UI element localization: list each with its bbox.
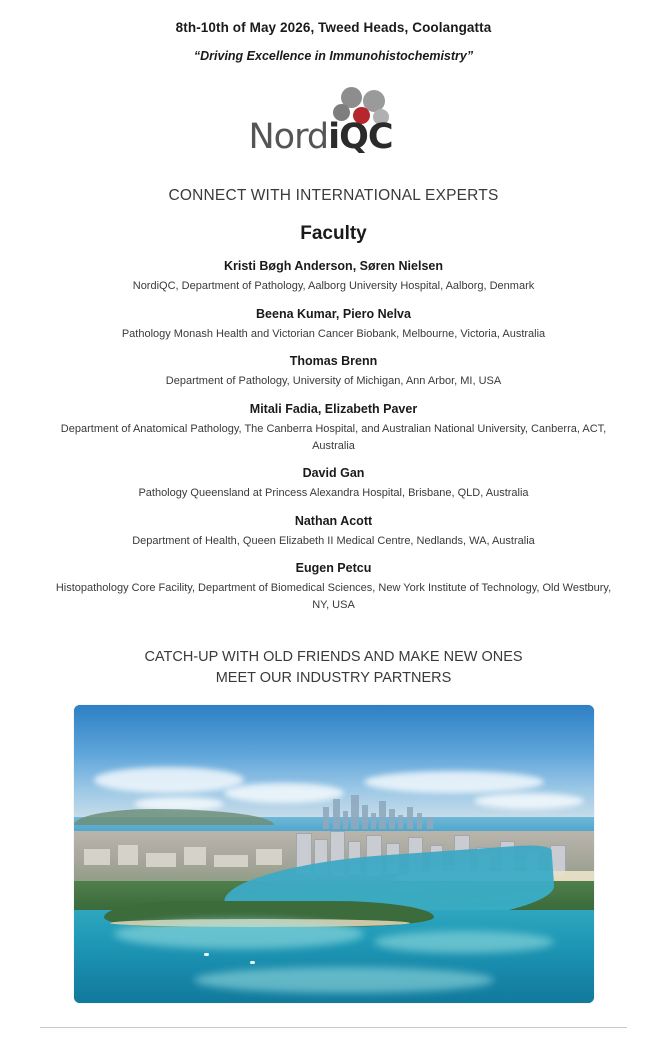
faculty-entry <box>40 352 627 390</box>
faculty-names: Nathan Acott <box>294 513 373 528</box>
faculty-affiliation: Department of Health, Queen Elizabeth II Medical Centre, Nedlands, WA, Australia <box>132 534 535 547</box>
faculty-list <box>40 257 627 613</box>
photo-tower <box>417 813 422 829</box>
photo-boat <box>204 953 209 956</box>
faculty-entry <box>40 464 627 502</box>
event-date-location: 8th-10th of May 2026, Tweed Heads, Coolangatta <box>175 20 492 35</box>
photo-boat <box>250 961 255 964</box>
photo-tower <box>343 811 348 829</box>
faculty-affiliation: Pathology Monash Health and Victorian Cancer Biobank, Melbourne, Victoria, Australia <box>121 327 546 340</box>
photo-skyline <box>319 793 449 829</box>
faculty-affiliation: Pathology Queensland at Princess Alexandra Hospital, Brisbane, QLD, Australia <box>138 487 529 500</box>
faculty-affiliation: Department of Pathology, University of Michigan, Ann Arbor, MI, USA <box>165 375 502 388</box>
faculty-entry <box>40 559 627 613</box>
faculty-names: Eugen Petcu <box>295 561 372 576</box>
photo-building <box>84 849 110 865</box>
photo-tower <box>398 815 403 829</box>
faculty-names: Thomas Brenn <box>289 354 378 369</box>
connect-heading: CONNECT WITH INTERNATIONAL EXPERTS <box>168 187 499 204</box>
photo-tower <box>333 799 340 829</box>
logo-word-iqc: iQC <box>328 117 393 157</box>
photo-building <box>118 845 138 865</box>
logo-word-nord: Nord <box>248 117 329 157</box>
catchup-line-2: MEET OUR INDUSTRY PARTNERS <box>215 670 452 687</box>
faculty-affiliation: NordiQC, Department of Pathology, Aalborg University Hospital, Aalborg, Denmark <box>132 280 535 293</box>
logo-wordmark <box>248 117 393 157</box>
faculty-entry <box>40 512 627 550</box>
faculty-entry <box>40 305 627 343</box>
photo-tower <box>427 817 433 829</box>
faculty-names: Mitali Fadia, Elizabeth Paver <box>249 401 418 416</box>
coastline-photo <box>74 705 594 1003</box>
faculty-entry <box>40 257 627 295</box>
photo-building <box>146 853 176 867</box>
photo-tower <box>362 805 368 829</box>
faculty-entry <box>40 400 627 454</box>
faculty-names: David Gan <box>302 466 365 480</box>
photo-container <box>40 705 627 1003</box>
event-tagline: “Driving Excellence in Immunohistochemistry” <box>193 49 474 63</box>
catchup-heading <box>40 647 627 689</box>
faculty-heading: Faculty <box>300 223 367 244</box>
flyer-page <box>0 20 667 1044</box>
photo-tower <box>323 807 329 829</box>
logo-container <box>40 85 627 157</box>
faculty-affiliation: Department of Anatomical Pathology, The Canberra Hospital, and Australian National University, Canberra, ACT, Australia <box>60 423 607 452</box>
photo-tower <box>371 813 376 829</box>
faculty-names: Beena Kumar, Piero Nelva <box>256 306 411 321</box>
catchup-line-1: CATCH-UP WITH OLD FRIENDS AND MAKE NEW ONES <box>144 649 523 666</box>
photo-tower <box>407 807 413 829</box>
faculty-affiliation: Histopathology Core Facility, Department of Biomedical Sciences, New York Institute of Technology, Old Westbury, NY, USA <box>55 582 612 611</box>
photo-tower <box>351 795 359 829</box>
photo-tower <box>389 809 395 829</box>
photo-building <box>256 849 282 865</box>
photo-building <box>184 847 206 865</box>
photo-building <box>214 855 248 867</box>
footer-divider <box>40 1027 627 1028</box>
photo-tower <box>379 801 386 829</box>
nordiqc-logo <box>249 87 419 157</box>
faculty-names: Kristi Bøgh Anderson, Søren Nielsen <box>223 259 443 273</box>
